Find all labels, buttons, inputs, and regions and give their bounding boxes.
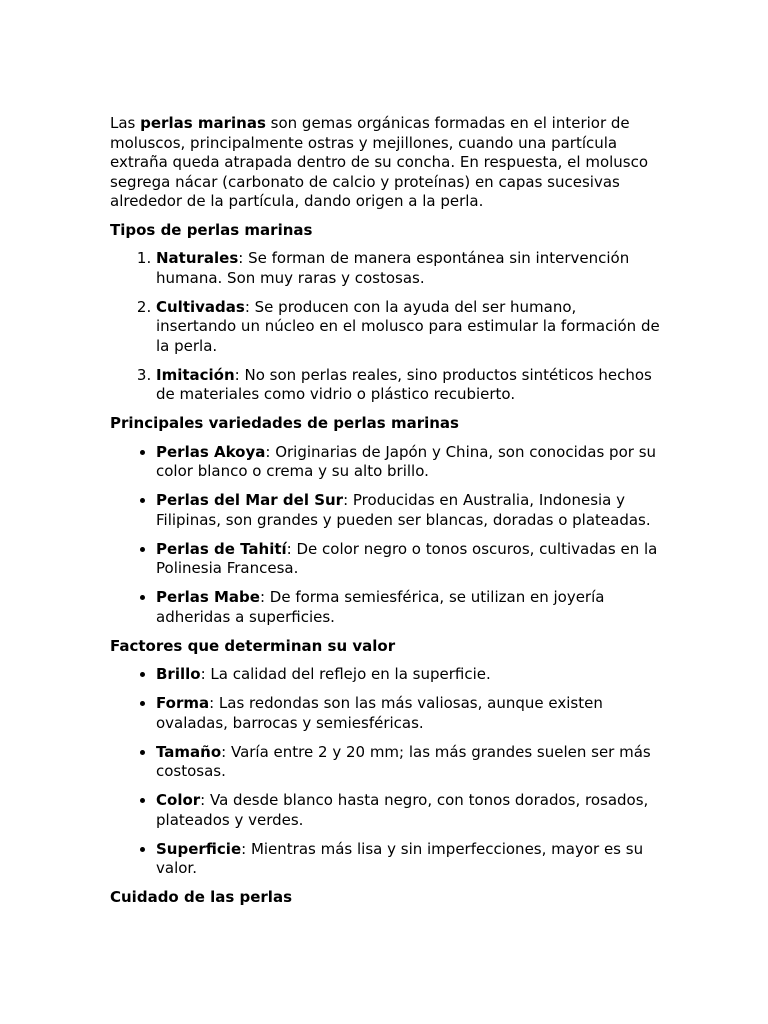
list-item-term: Forma bbox=[156, 694, 210, 712]
intro-pre: Las bbox=[110, 114, 141, 132]
list-item bbox=[156, 665, 660, 685]
list-item-term: Color bbox=[156, 791, 201, 809]
list-item bbox=[156, 840, 660, 879]
list-item bbox=[156, 791, 660, 830]
list-item bbox=[156, 366, 660, 405]
list-item-text: : Se forman de manera espontánea sin intervención humana. Son muy raras y costosas. bbox=[156, 249, 630, 287]
list-item-term: Cultivadas bbox=[156, 297, 245, 316]
intro-paragraph bbox=[110, 114, 660, 212]
list-item-text: : De forma semiesférica, se utilizan en joyería adheridas a superficies. bbox=[156, 588, 605, 626]
list-item bbox=[156, 588, 660, 627]
list-item bbox=[156, 249, 660, 288]
list-item-text: : Las redondas son las más valiosas, aunque existen ovaladas, barrocas y semiesféricas. bbox=[156, 694, 603, 732]
list-item-text: : Producidas en Australia, Indonesia y Filipinas, son grandes y pueden ser blancas, doradas o plateadas. bbox=[156, 491, 651, 529]
list-item-text: : De color negro o tonos oscuros, cultivadas en la Polinesia Francesa. bbox=[156, 539, 658, 577]
list-item bbox=[156, 540, 660, 579]
list-item bbox=[156, 743, 660, 782]
list-item-term: Imitación bbox=[156, 365, 235, 384]
list-item-text: : Va desde blanco hasta negro, con tonos dorados, rosados, plateados y verdes. bbox=[156, 791, 649, 829]
list-item-text: : La calidad del reflejo en la superficie. bbox=[200, 665, 491, 683]
list-item-text: : Varía entre 2 y 20 mm; las más grandes suelen ser más costosas. bbox=[156, 742, 651, 780]
factores-list bbox=[110, 665, 660, 879]
list-item bbox=[156, 298, 660, 357]
section-heading-factores: Factores que determinan su valor bbox=[110, 636, 396, 655]
list-item-term: Perlas del Mar del Sur bbox=[156, 491, 344, 509]
section-heading-variedades: Principales variedades de perlas marinas bbox=[110, 414, 459, 432]
list-item-term: Naturales bbox=[156, 249, 239, 267]
list-item-term: Perlas de Tahití bbox=[156, 539, 287, 558]
list-item-term: Brillo bbox=[156, 665, 201, 683]
list-item-text: : Originarias de Japón y China, son conocidas por su color blanco o crema y su alto brillo. bbox=[156, 442, 657, 480]
list-item-term: Superficie bbox=[156, 839, 242, 858]
list-item-term: Tamaño bbox=[156, 742, 222, 761]
list-item bbox=[156, 443, 660, 482]
intro-bold-term: perlas marinas bbox=[140, 114, 266, 132]
list-item-text: : Se producen con la ayuda del ser humano, insertando un núcleo en el molusco para estimular la formación de la perla. bbox=[156, 297, 660, 355]
section-heading-cuidado: Cuidado de las perlas bbox=[110, 888, 292, 906]
list-item-term: Perlas Akoya bbox=[156, 442, 266, 461]
list-item bbox=[156, 694, 660, 733]
tipos-list bbox=[110, 249, 660, 405]
variedades-list bbox=[110, 443, 660, 628]
section-heading-tipos: Tipos de perlas marinas bbox=[110, 220, 313, 239]
list-item-text: : No son perlas reales, sino productos sintéticos hechos de materiales como vidrio o plástico recubierto. bbox=[156, 365, 652, 403]
document-page bbox=[110, 114, 660, 917]
intro-post: son gemas orgánicas formadas en el interior de moluscos, principalmente ostras y mejillones, cuando una partícula extraña queda atrapada dentro de su concha. En respuesta, el molusco segrega nácar (carbonato de calcio y proteínas) en capas sucesivas alrededor de la partícula, dando origen a la perla. bbox=[110, 114, 649, 210]
list-item bbox=[156, 491, 660, 530]
list-item-term: Perlas Mabe bbox=[156, 588, 260, 606]
list-item-text: : Mientras más lisa y sin imperfecciones, mayor es su valor. bbox=[156, 839, 644, 877]
